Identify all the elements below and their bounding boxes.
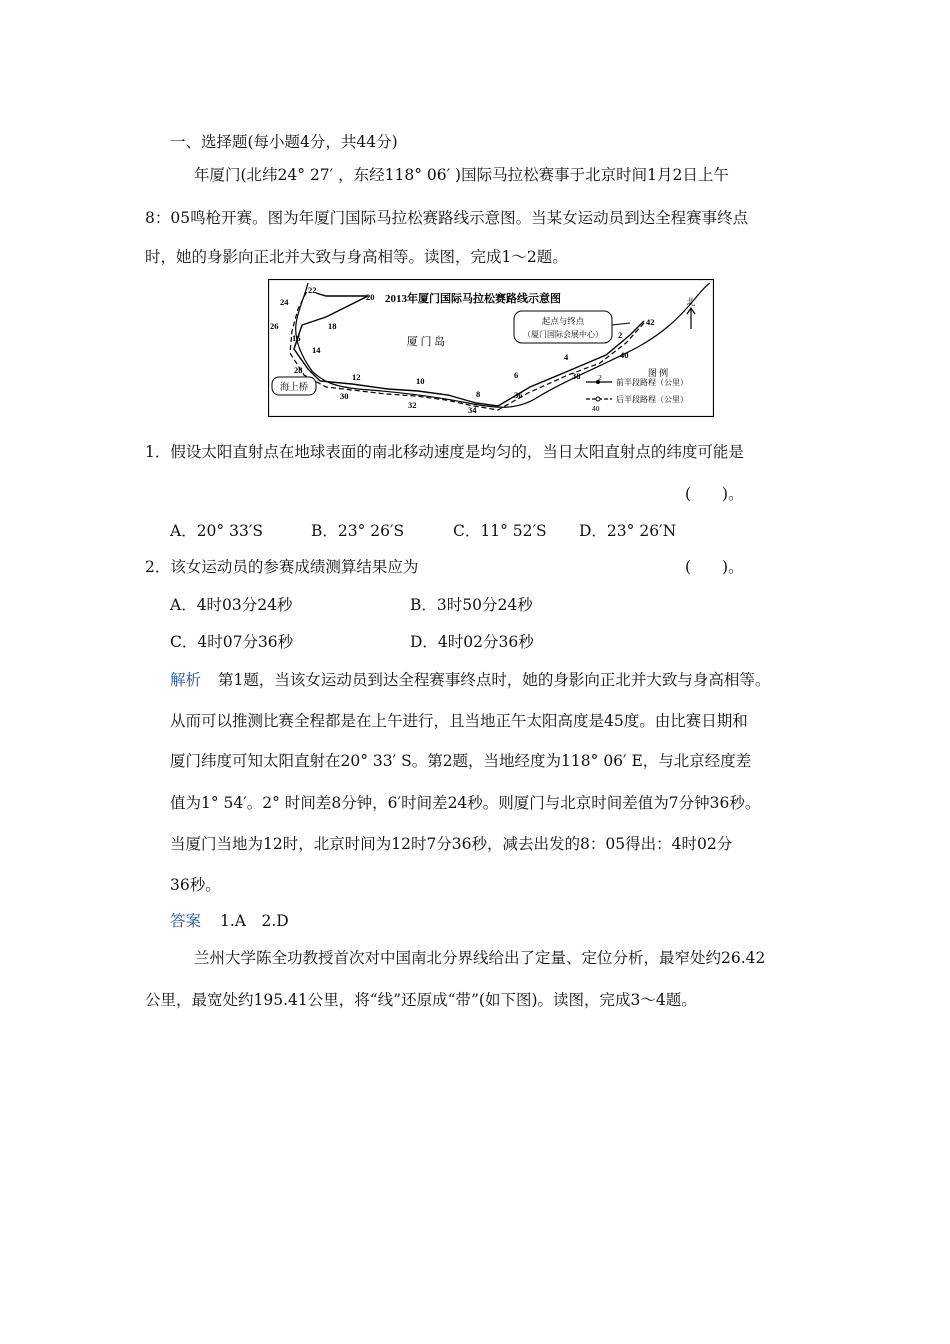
km-label: 38 [572, 371, 581, 381]
q1-option-b[interactable]: B．23° 26′S [311, 522, 405, 540]
analysis-line-2: 从而可以推测比赛全程都是在上午进行，且当地正午太阳高度是45度。由比赛日期和 [170, 712, 748, 730]
q2-option-d[interactable]: D．4时02分36秒 [410, 633, 534, 651]
next-line-1: 兰州大学陈全功教授首次对中国南北分界线给出了定量、定位分析，最窄处约26.42 [194, 949, 766, 967]
km-label: 34 [468, 405, 477, 415]
intro-line-1: 年厦门(北纬24° 27′ ，东经118° 06′ )国际马拉松赛事于北京时间1月2日上午 [194, 166, 729, 184]
km-label: 8 [476, 389, 481, 399]
legend-back-num: 40 [592, 404, 600, 413]
map-title: 2013年厦门国际马拉松赛路线示意图 [385, 293, 561, 305]
q2-blank: ( )。 [685, 558, 744, 576]
legend-back-label: 后半段路程（公里） [616, 395, 688, 404]
analysis-line-1: 第1题，当该女运动员到达全程赛事终点时，她的身影向正北并大致与身高相等。 [218, 671, 771, 689]
analysis-label: 解析 [170, 671, 202, 689]
q2-stem: 2．该女运动员的参赛成绩测算结果应为 [145, 558, 419, 576]
analysis-line-4: 值为1° 54′。2° 时间差8分钟，6′时间差24秒。则厦门与北京时间差值为7分钟36秒。 [170, 794, 761, 812]
q2-option-a[interactable]: A．4时03分24秒 [170, 596, 293, 614]
start-end-label-1: 起点与终点 [541, 316, 585, 326]
km-label: 42 [646, 317, 655, 327]
q2-option-c[interactable]: C．4时07分36秒 [170, 633, 294, 651]
section-title: 一、选择题(每小题4分，共44分) [170, 133, 398, 151]
km-label: 32 [408, 400, 417, 410]
legend-title: 图 例 [647, 368, 669, 378]
km-label: 36 [514, 390, 523, 400]
km-label: 18 [328, 321, 337, 331]
km-label: 2 [618, 330, 623, 340]
next-line-2: 公里，最宽处约195.41公里，将“线”还原成“带”(如下图)。读图，完成3～4题。 [145, 991, 697, 1009]
km-label: 40 [620, 350, 629, 360]
q1-option-a[interactable]: A．20° 33′S [170, 522, 263, 540]
q1-stem: 1．假设太阳直射点在地球表面的南北移动速度是均匀的，当日太阳直射点的纬度可能是 [145, 443, 744, 461]
km-label: 30 [340, 391, 349, 401]
marathon-route-map [268, 279, 714, 417]
analysis-line-6: 36秒。 [170, 876, 221, 894]
km-label: 6 [514, 370, 519, 380]
legend-front-num: 2 [598, 373, 602, 382]
q1-blank: ( )。 [685, 485, 744, 503]
km-label: 10 [416, 376, 425, 386]
intro-line-3: 时，她的身影向正北并大致与身高相等。读图，完成1～2题。 [145, 248, 568, 266]
legend-front-label: 前半段路程（公里） [616, 378, 688, 387]
analysis-line-5: 当厦门当地为12时，北京时间为12时7分36秒，减去出发的8：05得出：4时02分 [170, 835, 733, 853]
km-label: 16 [292, 333, 301, 343]
km-label: 26 [270, 321, 279, 331]
km-label: 24 [280, 297, 289, 307]
intro-line-2: 8：05鸣枪开赛。图为年厦门国际马拉松赛路线示意图。当某女运动员到达全程赛事终点 [145, 209, 749, 227]
answer-text: 1.A 2.D [220, 912, 289, 930]
km-label: 14 [312, 345, 321, 355]
km-label: 28 [294, 365, 303, 375]
q1-option-d[interactable]: D．23° 26′N [579, 522, 677, 540]
km-label: 12 [352, 372, 361, 382]
start-end-label-2: （厦门国际会展中心） [523, 330, 603, 339]
north-label: 北 [686, 297, 696, 307]
km-label: 22 [308, 285, 317, 295]
island-label: 厦 门 岛 [406, 336, 446, 348]
km-label: 4 [564, 352, 569, 362]
bridge-label: 海上桥 [279, 383, 309, 393]
answer-label: 答案 [170, 912, 202, 930]
q2-option-b[interactable]: B．3时50分24秒 [410, 596, 533, 614]
km-label: 20 [366, 292, 375, 302]
q1-option-c[interactable]: C．11° 52′S [453, 522, 547, 540]
analysis-line-3: 厦门纬度可知太阳直射在20° 33′ S。第2题，当地经度为118° 06′ E，与北京经度差 [170, 752, 752, 770]
